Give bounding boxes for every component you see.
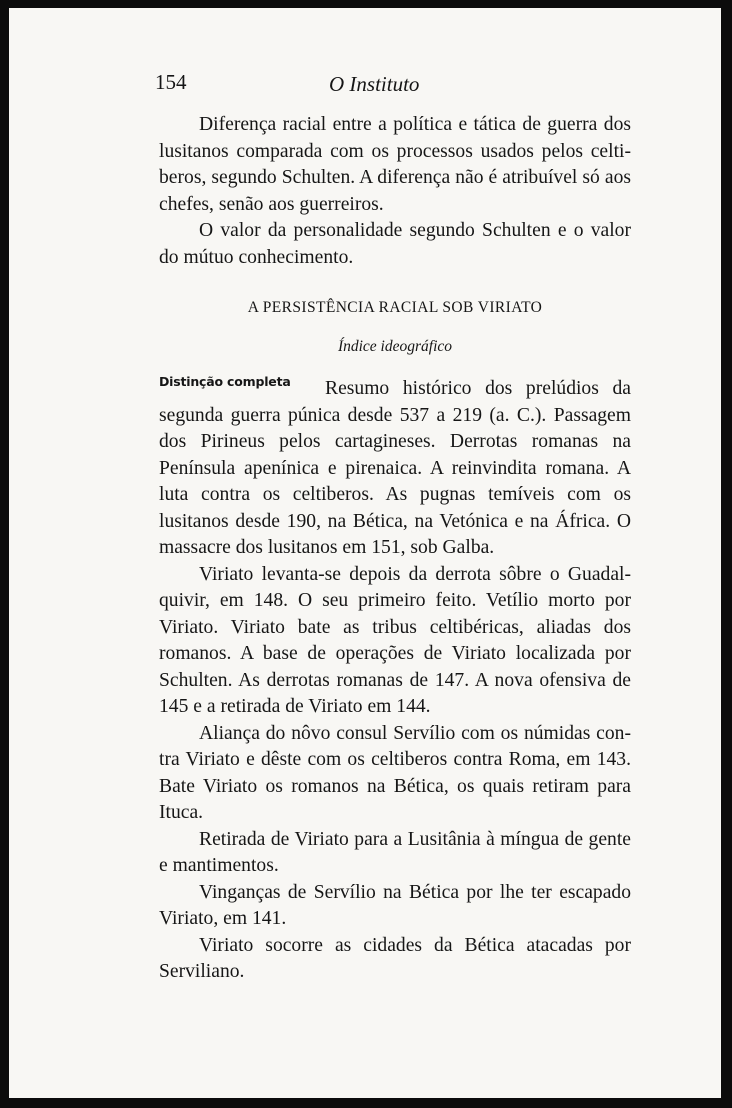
section-title: A PERSISTÊNCIA RACIAL SOB VIRIATO	[247, 299, 543, 316]
page-number: 154	[155, 70, 187, 94]
index-text	[159, 376, 631, 986]
intro-text	[159, 112, 631, 271]
paragraph: Vinganças de Servílio na Bética por lhe ter escapado Viriato, em 141.	[159, 881, 631, 929]
paragraph: Resumo histórico dos prelúdios da segunda guerra púnica desde 537 a 219 (a. C.). Passagem dos Pirineus pelos cartagineses. Derrotas romanas na Península apenínica e pirenaica. A reinvindita romana. A luta contra os celtiberos. As pugnas temíveis com os lusitanos desde 190, na Bética, na Vetónica e na África. O massacre dos lusitanos em 151, sob Galba.	[159, 378, 631, 558]
paragraph: Aliança do nôvo consul Servílio com os númidas contra Viriato e dêste com os celtiberos contra Roma, em 143. Bate Viriato os romanos na Bética, os quais retiram para Ituca.	[159, 722, 631, 823]
paragraph: Viriato socorre as cidades da Bética atacadas por Serviliano.	[159, 934, 631, 982]
paragraph: Diferença racial entre a política e tática de guerra dos lusitanos comparada com os processos usados pelos celtiberos, segundo Schulten. A diferença não é atribuível só aos chefes, senão aos guerreiros.	[159, 114, 631, 215]
paragraph: Retirada de Viriato para a Lusitânia à míngua de gente e mantimentos.	[159, 828, 631, 876]
section-subtitle: Índice ideográfico	[337, 338, 453, 355]
running-title: O Instituto	[329, 72, 420, 96]
side-label: Distinção completa	[159, 374, 291, 389]
book-page	[9, 8, 721, 1098]
paragraph: O valor da personalidade segundo Schulten e o valor do mútuo conhecimento.	[159, 220, 631, 268]
paragraph: Viriato levanta-se depois da derrota sôbre o Guadalquivir, em 148. O seu primeiro feito. Vetílio morto por Viriato. Viriato bate as tribus celtibéricas, aliadas dos romanos. A base de operações de Viriato localizada por Schulten. As derrotas romanas de 147. A nova ofensiva de 145 e a retirada de Viriato em 144.	[159, 563, 631, 717]
